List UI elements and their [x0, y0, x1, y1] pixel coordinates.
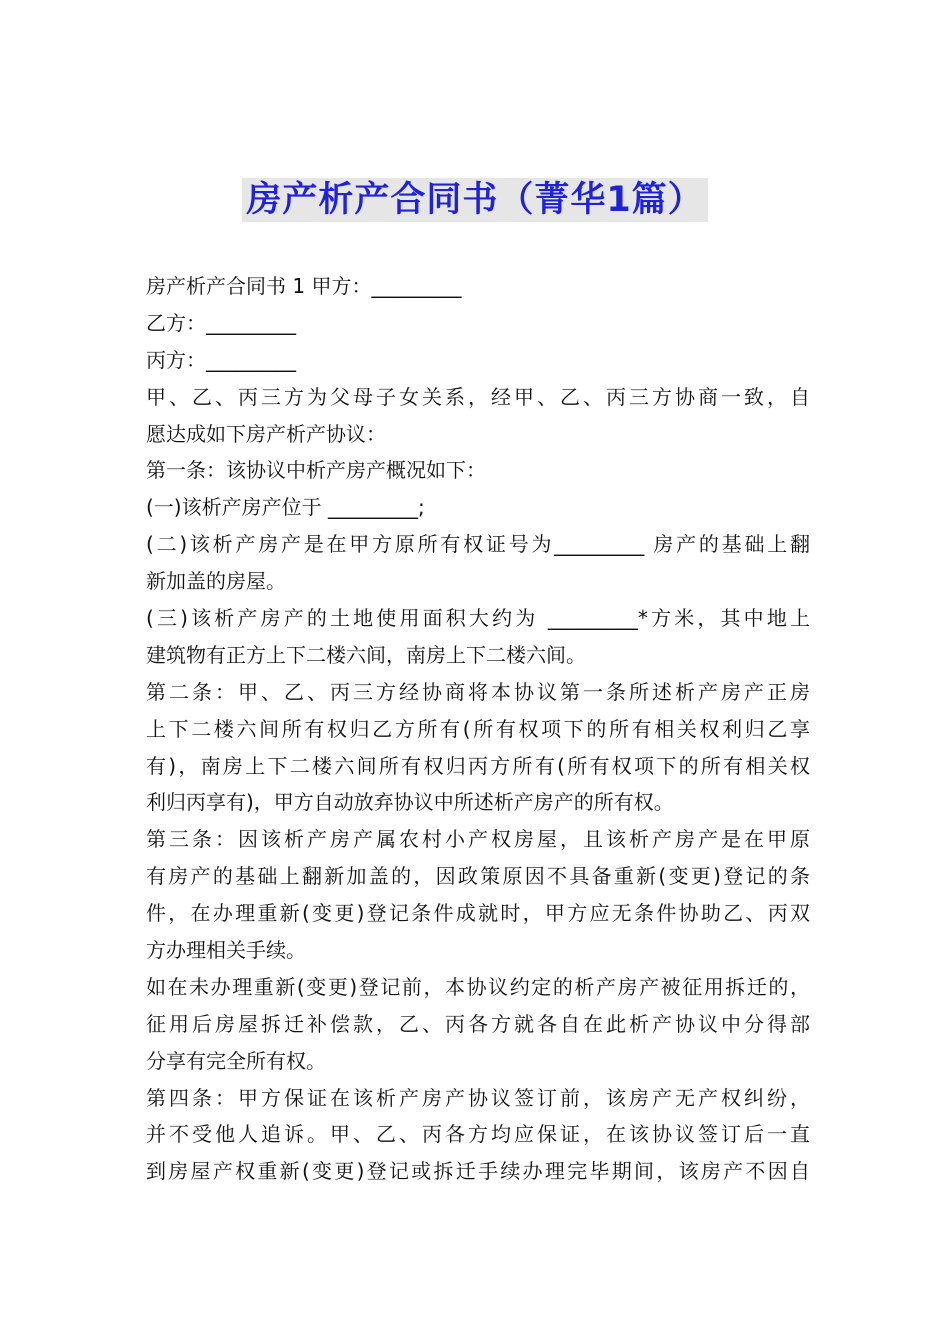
body-line: 征用后房屋拆迁补偿款，乙、丙各方就各自在此析产协议中分得部 [146, 1011, 810, 1036]
body-line: (三)该析产房产的土地使用面积大约为 _________*方米，其中地上 [146, 606, 810, 631]
body-line: 乙方：_________ [146, 310, 296, 335]
body-line: 分享有完全所有权。 [146, 1048, 326, 1073]
body-line: 方办理相关手续。 [146, 938, 306, 963]
body-line: 丙方：_________ [146, 347, 296, 372]
body-line: 甲、乙、丙三方为父母子女关系，经甲、乙、丙三方协商一致，自 [146, 384, 810, 409]
body-line: 如在未办理重新(变更)登记前，本协议约定的析产房产被征用拆迁的， [146, 974, 810, 999]
document-title: 房产析产合同书（菁华1篇） [242, 178, 707, 222]
title-block [0, 178, 950, 222]
body-line: 第四条：甲方保证在该析产房产协议签订前，该房产无产权纠纷， [146, 1085, 810, 1110]
body-line: 到房屋产权重新(变更)登记或拆迁手续办理完毕期间，该房产不因自 [146, 1159, 810, 1184]
body-line: 上下二楼六间所有权归乙方所有(所有权项下的所有相关权利归乙享 [146, 716, 810, 741]
body-line: 并不受他人追诉。甲、乙、丙各方均应保证，在该协议签订后一直 [146, 1122, 810, 1147]
body-line: 有房产的基础上翻新加盖的，因政策原因不具备重新(变更)登记的条 [146, 864, 810, 889]
body-line: 愿达成如下房产析产协议： [146, 421, 386, 446]
body-line: 有)，南房上下二楼六间所有权归丙方所有(所有权项下的所有相关权 [146, 753, 810, 778]
body-line: 房产析产合同书 1 甲方：_________ [146, 274, 462, 298]
body-line: (二)该析产房产是在甲方原所有权证号为_________ 房产的基础上翻 [146, 532, 810, 557]
body-line: 第三条：因该析产房产属农村小产权房屋，且该析产房产是在甲原 [146, 827, 810, 852]
body-line: 第二条：甲、乙、丙三方经协商将本协议第一条所述析产房产正房 [146, 679, 810, 704]
body-line: (一)该析产房产位于 _________; [146, 495, 425, 520]
body-line: 利归丙享有)，甲方自动放弃协议中所述析产房产的所有权。 [146, 790, 674, 815]
body-line: 第一条：该协议中析产房产概况如下： [146, 458, 486, 483]
document-body [146, 268, 810, 1190]
body-line: 件，在办理重新(变更)登记条件成就时，甲方应无条件协助乙、丙双 [146, 901, 810, 926]
body-line: 新加盖的房屋。 [146, 569, 286, 594]
body-line: 建筑物有正方上下二楼六间，南房上下二楼六间。 [146, 642, 586, 667]
